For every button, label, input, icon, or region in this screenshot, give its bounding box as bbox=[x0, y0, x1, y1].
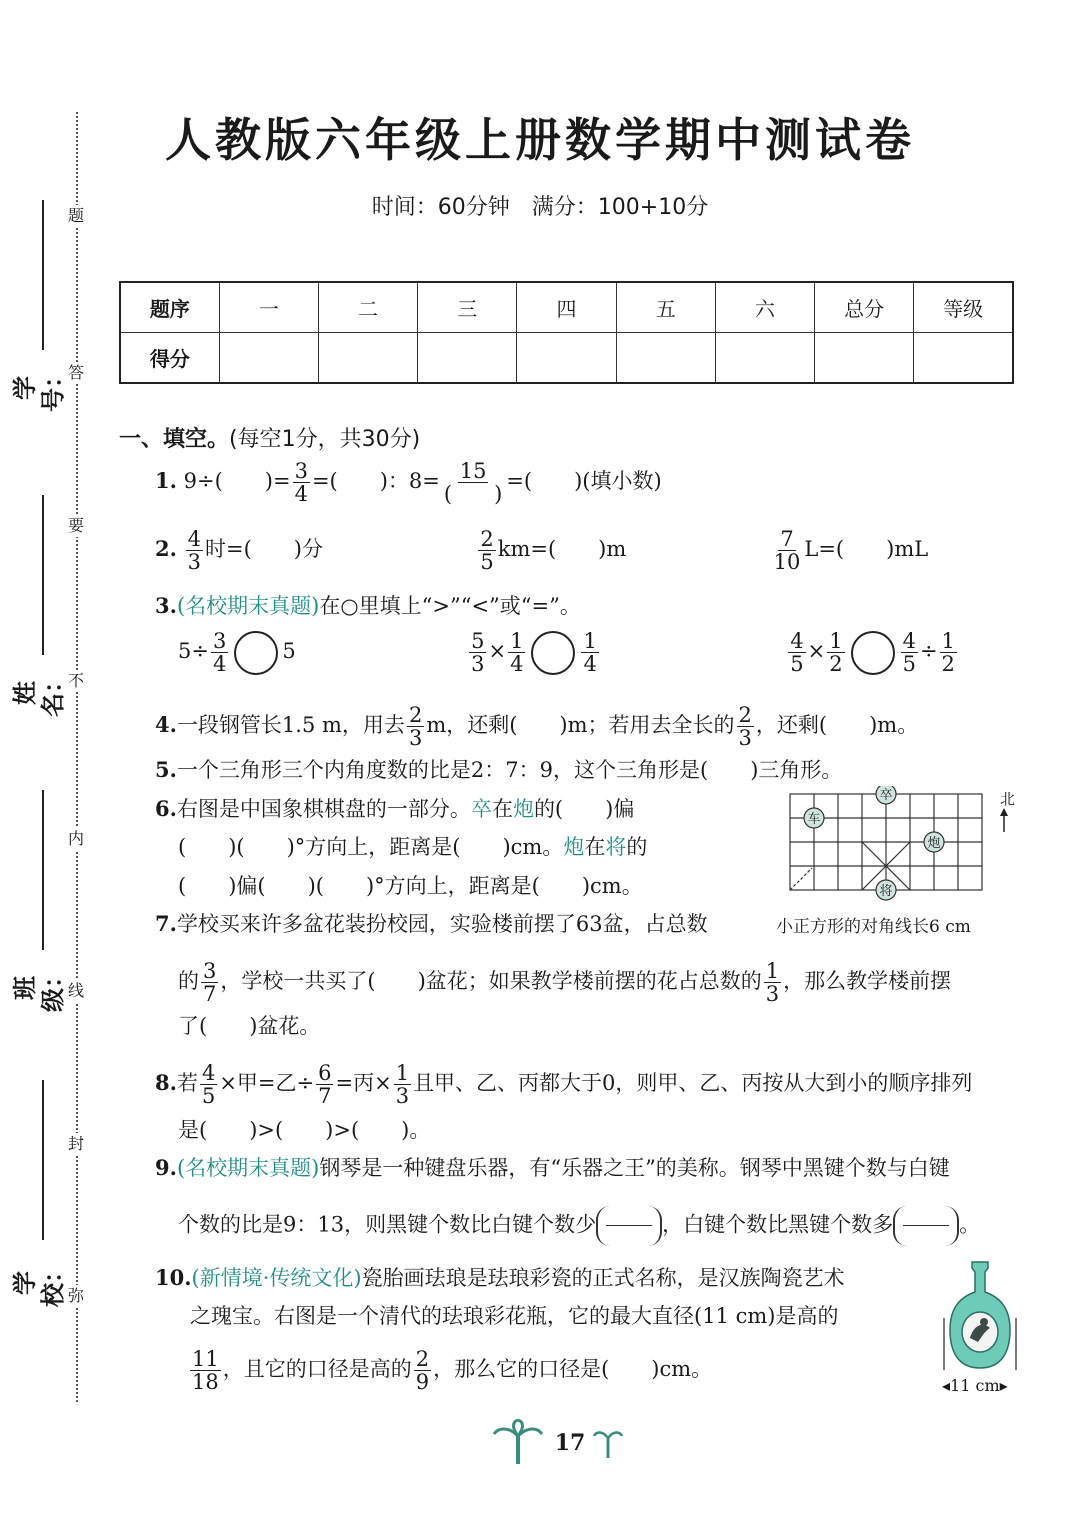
q6-text: 在 bbox=[491, 797, 513, 821]
q7-text: ，学校一共买了( )盆花；如果教学楼前摆的花占总数的 bbox=[220, 969, 762, 993]
section-label: 一、填空。 bbox=[119, 427, 230, 452]
question-8 bbox=[155, 1062, 972, 1107]
question-tag: (名校期末真题) bbox=[176, 594, 320, 618]
fraction bbox=[316, 1062, 333, 1107]
q7-text: 的 bbox=[178, 969, 199, 993]
fraction bbox=[772, 528, 803, 573]
denominator: 3 bbox=[408, 726, 423, 750]
expr-text: 5 bbox=[282, 639, 296, 663]
numerator: 4 bbox=[902, 629, 916, 653]
q9-text: 个数的比是9：13，则黑键个数比白键个数少 bbox=[178, 1212, 597, 1237]
score-header-cell: 三 bbox=[418, 282, 517, 333]
denominator: ( ) bbox=[443, 482, 503, 506]
q8-text: ×甲=乙÷ bbox=[219, 1071, 315, 1095]
q6-text: 在 bbox=[584, 835, 606, 859]
vase-illustration bbox=[938, 1258, 1022, 1378]
q3-text: 在○里填上“>”“<”或“=”。 bbox=[319, 594, 581, 618]
vase-caption-text: 11 cm bbox=[950, 1376, 1000, 1395]
numerator: 3 bbox=[294, 459, 308, 483]
binding-word: 内 bbox=[68, 829, 85, 848]
q10-text: 之瑰宝。右图是一个清代的珐琅彩花瓶，它的最大直径(11 cm)是高的 bbox=[190, 1304, 839, 1328]
compare-circle[interactable] bbox=[851, 631, 895, 675]
piece-pao bbox=[924, 832, 944, 852]
fraction bbox=[827, 630, 844, 675]
question-number: 3. bbox=[155, 593, 177, 618]
question-3 bbox=[155, 592, 581, 620]
piece-label: 炮 bbox=[927, 836, 941, 851]
compare-circle[interactable] bbox=[234, 631, 278, 675]
chess-piece-label: 将 bbox=[605, 835, 627, 859]
piece-jiang bbox=[876, 880, 896, 900]
palm-tree-icon bbox=[592, 1426, 624, 1460]
q1-text-b: =( )：8= bbox=[311, 469, 440, 493]
question-1 bbox=[155, 460, 662, 505]
q1-text-c: =( )(填小数) bbox=[506, 469, 662, 493]
denominator: 2 bbox=[829, 652, 843, 676]
piece-zu bbox=[876, 786, 896, 804]
question-tag: (名校期末真题) bbox=[176, 1156, 320, 1180]
student-id-blank[interactable] bbox=[42, 200, 44, 350]
page-title: 人教版六年级上册数学期中测试卷 bbox=[165, 113, 915, 167]
score-input-cell[interactable] bbox=[815, 333, 914, 384]
school-label: 学校： bbox=[11, 1259, 67, 1307]
fraction bbox=[186, 528, 203, 573]
q10-text: ，那么它的口径是( )cm。 bbox=[433, 1357, 713, 1381]
score-input-cell[interactable] bbox=[318, 333, 417, 384]
numerator: 3 bbox=[203, 959, 217, 983]
q7-text: 了( )盆花。 bbox=[178, 1014, 321, 1038]
name-label: 姓名： bbox=[11, 669, 67, 717]
q2-text-b: km=( )m bbox=[497, 537, 627, 561]
question-6-line-2 bbox=[178, 833, 647, 861]
numerator: 5 bbox=[471, 629, 485, 653]
denominator: 4 bbox=[510, 652, 524, 676]
piece-label: 卒 bbox=[879, 788, 893, 803]
q9-text: 钢琴是一种键盘乐器，有“乐器之王”的美称。钢琴中黑键个数与白键 bbox=[319, 1156, 950, 1180]
score-header-cell: 四 bbox=[517, 282, 616, 333]
numerator: 4 bbox=[201, 1061, 216, 1085]
question-5 bbox=[155, 756, 842, 784]
denominator: 4 bbox=[583, 652, 597, 676]
numerator: 2 bbox=[738, 703, 752, 727]
q7-text: 学校买来许多盆花装扮校园，实验楼前摆了63盆，占总数 bbox=[176, 912, 708, 936]
q4-text-c: ，还剩( )m。 bbox=[755, 713, 919, 737]
binding-word: 题 bbox=[68, 206, 85, 225]
denominator: 4 bbox=[212, 652, 227, 676]
q10-text: 瓷胎画珐琅是珐琅彩瓷的正式名称，是汉族陶瓷艺术 bbox=[361, 1266, 845, 1290]
fraction bbox=[394, 1062, 411, 1107]
student-id-label: 学号： bbox=[11, 364, 67, 412]
numerator: 3 bbox=[212, 629, 227, 653]
vase-dimension-label bbox=[942, 1376, 1008, 1395]
q1-text-a: 9÷( )= bbox=[183, 469, 291, 493]
numerator: 7 bbox=[780, 527, 794, 551]
question-number: 6. bbox=[155, 796, 177, 821]
q8-text: 且甲、乙、丙都大于0，则甲、乙、丙按从大到小的顺序排列 bbox=[413, 1071, 973, 1095]
board-grid bbox=[790, 794, 982, 890]
q3-expressions bbox=[178, 630, 959, 675]
chessboard-caption: 小正方形的对角线长6 cm bbox=[776, 917, 971, 937]
denominator: 5 bbox=[201, 1084, 216, 1108]
question-7-line-3 bbox=[178, 1012, 320, 1040]
question-8-line-2 bbox=[178, 1116, 430, 1144]
q2-text-a: 时=( )分 bbox=[205, 537, 323, 561]
q9-text: 。 bbox=[959, 1212, 981, 1237]
piece-che bbox=[804, 808, 824, 828]
denominator: 5 bbox=[790, 652, 804, 676]
denominator: 5 bbox=[480, 550, 494, 574]
name-blank[interactable] bbox=[42, 495, 44, 655]
operator: × bbox=[807, 639, 826, 663]
question-number: 7. bbox=[155, 911, 177, 936]
north-label: 北 bbox=[1000, 790, 1016, 808]
fraction bbox=[293, 460, 310, 505]
q8-text: 是( )>( )>( )。 bbox=[178, 1118, 431, 1142]
q2-text-c: L=( )mL bbox=[804, 537, 929, 561]
score-header-cell: 六 bbox=[715, 282, 814, 333]
page-number: 17 bbox=[554, 1430, 586, 1456]
q5-text: 一个三角形三个内角度数的比是2：7：9，这个三角形是( )三角形。 bbox=[176, 758, 843, 782]
chess-piece-label: 炮 bbox=[563, 835, 585, 859]
school-blank[interactable] bbox=[42, 1080, 44, 1240]
numerator: 4 bbox=[187, 527, 201, 551]
score-input-cell[interactable] bbox=[715, 333, 814, 384]
binding-word: 答 bbox=[68, 363, 85, 382]
question-2 bbox=[155, 528, 928, 573]
score-input-cell[interactable] bbox=[616, 333, 715, 384]
section-note: (每空1分，共30分) bbox=[229, 427, 421, 452]
denominator: 10 bbox=[773, 550, 801, 574]
numerator: 1 bbox=[510, 629, 524, 653]
fraction bbox=[901, 630, 918, 675]
question-number: 1. bbox=[155, 468, 177, 493]
denominator: 3 bbox=[765, 982, 780, 1006]
numerator: 1 bbox=[583, 629, 597, 653]
fraction bbox=[442, 460, 504, 505]
question-number: 9. bbox=[155, 1155, 177, 1180]
q6-text: 的 bbox=[626, 835, 648, 859]
binding-word: 线 bbox=[68, 981, 85, 1000]
question-7-line-2 bbox=[178, 960, 951, 1005]
q6-text: 的( )偏 bbox=[533, 797, 635, 821]
score-header-cell: 二 bbox=[318, 282, 417, 333]
q8-text: =丙× bbox=[335, 1071, 392, 1095]
question-9 bbox=[155, 1154, 950, 1182]
fraction bbox=[940, 630, 957, 675]
denominator: 7 bbox=[203, 982, 217, 1006]
numerator: 4 bbox=[790, 629, 804, 653]
fraction bbox=[190, 1348, 221, 1393]
exam-info: 时间：60分钟 满分：100+10分 bbox=[371, 195, 709, 220]
class-blank[interactable] bbox=[42, 790, 44, 950]
north-arrow-icon bbox=[1000, 808, 1008, 832]
score-header-cell: 总分 bbox=[815, 282, 914, 333]
question-10-line-2 bbox=[190, 1302, 838, 1330]
score-input-cell[interactable] bbox=[517, 333, 616, 384]
operator: × bbox=[488, 639, 507, 663]
section-title bbox=[119, 422, 420, 453]
numerator: 15 bbox=[459, 459, 487, 483]
chessboard-diagram bbox=[782, 786, 1022, 904]
denominator: 5 bbox=[902, 652, 916, 676]
question-tag: (新情境·传统文化) bbox=[191, 1266, 362, 1290]
q7-text: ，那么教学楼前摆 bbox=[783, 969, 952, 993]
expr-text: 5÷ bbox=[178, 639, 209, 663]
q10-text: ，且它的口径是高的 bbox=[222, 1357, 412, 1381]
numerator: 11 bbox=[192, 1347, 219, 1371]
question-7 bbox=[155, 910, 708, 938]
question-6-line-3 bbox=[178, 872, 643, 900]
fraction bbox=[737, 704, 754, 749]
question-10-line-3 bbox=[188, 1348, 712, 1393]
q6-text: ( )偏( )( )°方向上，距离是( )cm。 bbox=[178, 874, 643, 898]
fraction bbox=[407, 704, 424, 749]
numerator: 2 bbox=[415, 1347, 430, 1371]
chess-piece-label: 卒 bbox=[470, 797, 492, 821]
piece-label: 将 bbox=[879, 884, 893, 899]
question-number: 4. bbox=[155, 712, 177, 737]
binding-word: 弥 bbox=[68, 1286, 85, 1305]
question-number: 2. bbox=[155, 536, 177, 561]
fraction bbox=[414, 1348, 431, 1393]
fraction bbox=[211, 630, 228, 675]
fraction-answer-blank[interactable] bbox=[893, 1206, 959, 1246]
score-input-cell[interactable] bbox=[219, 333, 318, 384]
compare-circle[interactable] bbox=[531, 631, 575, 675]
numerator: 2 bbox=[480, 527, 494, 551]
question-6 bbox=[155, 795, 634, 823]
score-header-cell: 五 bbox=[616, 282, 715, 333]
numerator: 6 bbox=[318, 1061, 332, 1085]
question-number: 5. bbox=[155, 757, 177, 782]
numerator: 1 bbox=[829, 629, 843, 653]
piece-label: 车 bbox=[807, 812, 821, 827]
question-9-line-2 bbox=[178, 1206, 980, 1246]
binding-word: 不 bbox=[68, 671, 85, 690]
fraction bbox=[201, 960, 218, 1005]
denominator: 9 bbox=[415, 1370, 430, 1394]
q4-text-b: m，还剩( )m；若用去全长的 bbox=[426, 713, 735, 737]
denominator: 3 bbox=[395, 1084, 410, 1108]
denominator: 3 bbox=[187, 550, 201, 574]
score-table bbox=[119, 281, 1014, 384]
q4-text-a: 一段钢管长1.5 m，用去 bbox=[176, 713, 405, 737]
denominator: 2 bbox=[941, 652, 955, 676]
operator: ÷ bbox=[919, 639, 938, 663]
question-number: 10. bbox=[155, 1265, 192, 1290]
chess-piece-label: 炮 bbox=[512, 797, 534, 821]
binding-word: 要 bbox=[68, 516, 85, 535]
score-row-label: 得分 bbox=[120, 333, 219, 384]
question-10 bbox=[155, 1264, 845, 1292]
fraction-answer-blank[interactable] bbox=[596, 1206, 662, 1246]
score-header-cell: 一 bbox=[219, 282, 318, 333]
binding-word: 封 bbox=[68, 1134, 85, 1153]
numerator: 1 bbox=[765, 959, 780, 983]
fraction bbox=[200, 1062, 217, 1107]
fraction bbox=[469, 630, 486, 675]
numerator: 1 bbox=[395, 1061, 410, 1085]
class-label: 班级： bbox=[11, 964, 67, 1012]
arrow-left-icon: ◂ bbox=[942, 1376, 951, 1395]
score-value-row bbox=[120, 333, 1013, 384]
q6-text: 右图是中国象棋棋盘的一部分。 bbox=[176, 797, 471, 821]
q6-text: ( )( )°方向上，距离是( )cm。 bbox=[178, 835, 564, 859]
fraction bbox=[478, 528, 495, 573]
binding-dotted-line bbox=[76, 112, 78, 1402]
denominator: 7 bbox=[318, 1084, 332, 1108]
fraction bbox=[788, 630, 805, 675]
denominator: 18 bbox=[192, 1370, 219, 1394]
score-header-cell: 题序 bbox=[120, 282, 219, 333]
arrow-right-icon: ▸ bbox=[999, 1376, 1008, 1395]
score-input-cell[interactable] bbox=[418, 333, 517, 384]
q8-text: 若 bbox=[176, 1071, 198, 1095]
denominator: 4 bbox=[294, 482, 308, 506]
question-number: 8. bbox=[155, 1070, 177, 1095]
numerator: 1 bbox=[941, 629, 955, 653]
question-4 bbox=[155, 704, 918, 749]
numerator: 2 bbox=[408, 703, 423, 727]
fraction bbox=[508, 630, 525, 675]
score-header-cell: 等级 bbox=[914, 282, 1013, 333]
score-header-row bbox=[120, 282, 1013, 333]
q9-text: ，白键个数比黑键个数多 bbox=[662, 1212, 894, 1237]
score-input-cell[interactable] bbox=[914, 333, 1013, 384]
fraction bbox=[581, 630, 598, 675]
denominator: 3 bbox=[738, 726, 752, 750]
fraction bbox=[764, 960, 781, 1005]
denominator: 3 bbox=[471, 652, 485, 676]
